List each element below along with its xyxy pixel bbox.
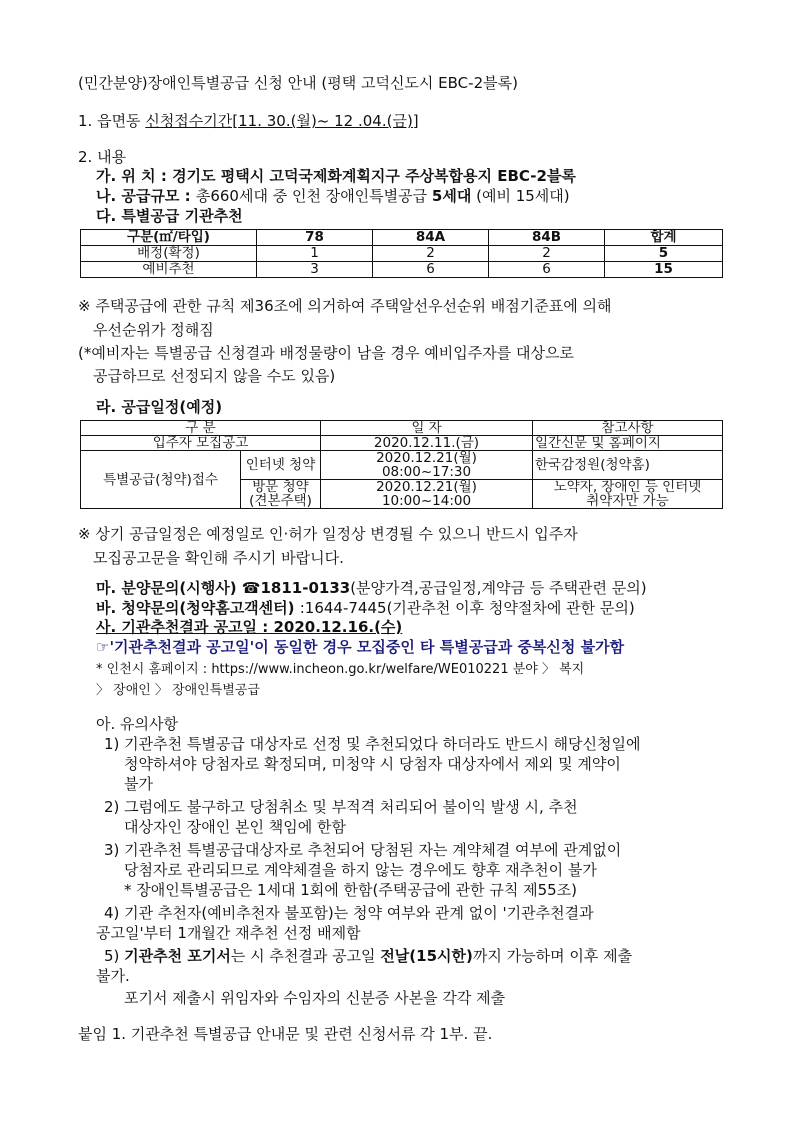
section-1 [78,111,419,131]
table-cell [321,480,533,509]
schedule-date: 2020.12.21(월) [376,479,477,495]
subscription-inquiry-desc: (기관추천 이후 청약절차에 관한 문의) [386,599,635,617]
note-reserve-line2: 공급하므로 선정되지 않을 수도 있음) [93,367,336,385]
precaution-4-line1: 4) 기관 추천자(예비추천자 불포함)는 청약 여부와 관계 없이 '기관추천결과 [104,904,594,922]
sales-inquiry-label: 마. 분양문의(시행사) [96,579,242,597]
table-cell: 6 [489,262,605,278]
precaution-5-line3: 포기서 제출시 위임자와 수임자의 신분증 사본을 각각 제출 [124,989,506,1007]
table-cell [533,480,723,509]
item-location [96,166,576,186]
visit-location: (견본주택) [249,493,312,509]
note-schedule-line1: ※ 상기 공급일정은 예정일로 인·허가 일정상 변경될 수 있으니 반드시 입주자 [78,525,578,543]
visit-type: 방문 청약 [252,479,309,495]
sales-inquiry-desc: (분양가격,공급일정,계약금 등 주택관련 문의) [350,579,647,597]
sales-inquiry-phone: ☎1811-0133 [241,579,351,597]
table-cell: 1 [257,246,373,262]
supply-scale-count: 5세대 [431,187,472,205]
precaution-5-line1 [104,946,632,966]
homepage-link-line1[interactable]: * 인천시 홈페이지 : https://www.incheon.go.kr/welfare/WE010221 분야 〉 복지 [96,662,585,677]
table-cell: 특별공급(청약)접수 [81,451,241,509]
table-cell: 3 [257,262,373,278]
precaution-3-line1: 3) 기관추천 특별공급대상자로 추천되어 당첨된 자는 계약체결 여부에 관계없이 [104,841,622,859]
precaution-1-line1: 1) 기관추천 특별공급 대상자로 선정 및 추천되었다 하더라도 반드시 해당신청일에 [104,735,641,753]
allocation-table [80,229,723,278]
item-announcement-date: 사. 기관추천결과 공고일 : 2020.12.16.(수) [96,618,403,636]
subscription-inquiry-phone: :1644-7445 [299,599,387,617]
document-title: (민간분양)장애인특별공급 신청 안내 (평택 고덕신도시 EBC-2블록) [78,74,518,92]
table-cell: 입주자 모집공고 [81,436,321,451]
table-header-row [81,421,723,436]
note-priority-line1: ※ 주택공급에 관한 규칙 제36조에 의거하여 주택알선우선순위 배점기준표에 의해 [78,297,612,315]
section-1-prefix: 1. 읍면동 [78,112,146,130]
precaution-2-line2: 대상자인 장애인 본인 책임에 한함 [124,818,346,836]
table-row [81,436,723,451]
table-cell: 6 [373,262,489,278]
homepage-link-line2: 〉 장애인 〉 장애인특별공급 [96,683,260,698]
table-header-cell: 78 [257,230,373,246]
table-header-cell: 84A [373,230,489,246]
note-schedule-line2: 모집공고문을 확인해 주시기 바랍니다. [93,549,344,567]
table-header-cell: 일 자 [321,421,533,436]
table-cell: 5 [605,246,723,262]
table-cell: 2020.12.11.(금) [321,436,533,451]
item-agency-recommendation: 다. 특별공급 기관추천 [96,207,243,225]
precaution-2-line1: 2) 그럼에도 불구하고 당첨취소 및 부적격 처리되어 불이익 발생 시, 추천 [104,798,578,816]
item-supply-scale [96,186,570,206]
table-cell: 배정(확정) [81,246,257,262]
item-precautions: 아. 유의사항 [96,715,178,733]
subscription-inquiry-label: 바. 청약문의(청약홈고객센터) [96,599,300,617]
table-cell: 일간신문 및 홈페이지 [533,436,723,451]
table-header-cell: 84B [489,230,605,246]
table-cell: 한국감정원(청약홈) [533,451,723,480]
table-cell [321,451,533,480]
table-row [81,451,723,480]
location-value: 경기도 평택시 고덕국제화계획지구 주상복합용지 EBC-2블록 [172,167,576,185]
note-text: 노약자, 장애인 등 인터넷 [553,479,702,495]
precaution-5-number: 5) [104,947,125,965]
item-sales-inquiry [96,578,647,598]
table-row [81,246,723,262]
table-header-cell: 구분(㎡/타입) [81,230,257,246]
schedule-time: 10:00~14:00 [381,493,472,509]
table-cell: 예비추천 [81,262,257,278]
waiver-deadline: 전날(15시한) [380,947,473,965]
supply-scale-label: 나. 공급규모 : [96,187,196,205]
attachment-line: 붙임 1. 기관추천 특별공급 안내문 및 관련 신청서류 각 1부. 끝. [78,1025,493,1043]
precaution-5-text: 는 시 추천결과 공고일 [230,947,381,965]
supply-scale-reserve: (예비 15세대) [471,187,570,205]
application-period: 신청접수기간[11. 30.(월)~ 12 .04.(금)] [145,112,419,130]
table-header-cell: 합계 [605,230,723,246]
schedule-time: 08:00~17:30 [381,464,472,480]
precaution-3-note: * 장애인특별공급은 1세대 1회에 한함(주택공급에 관한 규칙 제55조) [124,881,578,899]
table-cell: 15 [605,262,723,278]
note-priority-line2: 우선순위가 정해짐 [93,321,214,339]
duplicate-warning: ☞'기관추천결과 공고일'이 동일한 경우 모집중인 타 특별공급과 중복신청 불가함 [96,638,625,656]
table-header-row [81,230,723,246]
table-row [81,262,723,278]
section-2: 2. 내용 [78,148,127,166]
precaution-1-line3: 불가 [124,775,153,793]
table-cell: 인터넷 청약 [241,451,321,480]
location-label: 가. 위 치 : [96,167,173,185]
schedule-table [80,420,723,509]
table-cell: 2 [489,246,605,262]
item-subscription-inquiry [96,598,635,618]
supply-scale-value: 총660세대 중 인천 장애인특별공급 [195,187,432,205]
schedule-date: 2020.12.21(월) [376,450,477,466]
waiver-form: 기관추천 포기서 [124,947,231,965]
precaution-3-line2: 당첨자로 관리되므로 계약체결을 하지 않는 경우에도 향후 재추천이 불가 [124,861,597,879]
precaution-5-line2: 불가. [96,967,130,985]
table-cell: 2 [373,246,489,262]
item-schedule: 라. 공급일정(예정) [96,398,223,416]
note-reserve-line1: (*예비자는 특별공급 신청결과 배정물량이 남을 경우 예비입주자를 대상으로 [78,344,574,362]
table-header-cell: 참고사항 [533,421,723,436]
table-cell [241,480,321,509]
precaution-5-text-end: 까지 가능하며 이후 제출 [472,947,633,965]
precaution-1-line2: 청약하셔야 당첨자로 확정되며, 미청약 시 당첨자 대상자에서 제외 및 계약이 [124,755,621,773]
precaution-4-line2: 공고일'부터 1개월간 재추천 선정 배제함 [96,924,361,942]
table-header-cell: 구 분 [81,421,321,436]
note-text: 취약자만 가능 [586,493,669,509]
